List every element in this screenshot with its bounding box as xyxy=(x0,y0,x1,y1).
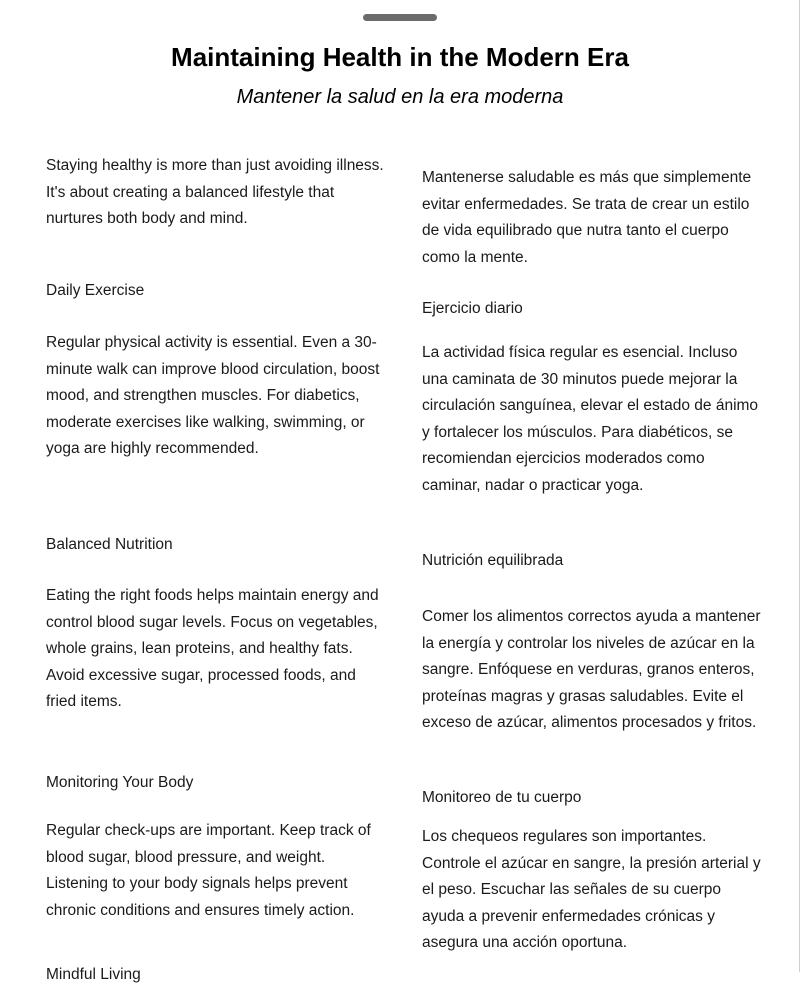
drag-handle[interactable] xyxy=(363,14,437,21)
english-heading-daily-exercise: Daily Exercise xyxy=(46,282,145,299)
spanish-body-balanced-nutrition: Comer los alimentos correctos ayuda a mantener la energía y controlar los niveles de azúcar en la sangre. Enfóquese en verduras, granos enteros, proteínas magras y grasas saludables. Evite el exceso de azúcar, alimentos procesados y fritos. xyxy=(422,608,761,731)
english-body-daily-exercise: Regular physical activity is essential. Even a 30-minute walk can improve blood circulation, boost mood, and strengthen muscles. For diabetics, moderate exercises like walking, swimming, or yoga are highly recommended. xyxy=(46,334,380,457)
spanish-intro: Mantenerse saludable es más que simplemente evitar enfermedades. Se trata de crear un estilo de vida equilibrado que nutra tanto el cuerpo como la mente. xyxy=(422,169,752,266)
spanish-body-daily-exercise: La actividad física regular es esencial. Incluso una caminata de 30 minutos puede mejorar la circulación sanguínea, elevar el estado de ánimo y fortalecer los músculos. Para diabéticos, se recomiendan ejercicios moderados como caminar, nadar o practicar yoga. xyxy=(422,344,759,494)
english-heading-cutoff: Mindful Living xyxy=(46,966,141,983)
page-subtitle: Mantener la salud en la era moderna xyxy=(236,86,564,108)
spanish-body-monitoring: Los chequeos regulares son importantes. Controle el azúcar en sangre, la presión arterial y el peso. Escuchar las señales de su cuerpo ayuda a prevenir enfermedades crónicas y asegura una acción oportuna. xyxy=(422,828,761,951)
spanish-heading-monitoring: Monitoreo de tu cuerpo xyxy=(422,789,582,806)
spanish-heading-balanced-nutrition: Nutrición equilibrada xyxy=(422,552,564,569)
english-heading-balanced-nutrition: Balanced Nutrition xyxy=(46,536,173,553)
english-intro: Staying healthy is more than just avoiding illness. It's about creating a balanced lifestyle that nurtures both body and mind. xyxy=(46,157,384,227)
english-body-balanced-nutrition: Eating the right foods helps maintain energy and control blood sugar levels. Focus on vegetables, whole grains, lean proteins, and healthy fats. Avoid excessive sugar, processed foods, and fried items. xyxy=(46,587,379,710)
english-heading-monitoring: Monitoring Your Body xyxy=(46,774,194,791)
english-body-monitoring: Regular check-ups are important. Keep track of blood sugar, blood pressure, and weight. Listening to your body signals helps prevent chronic conditions and ensures timely action. xyxy=(46,822,371,919)
page-title: Maintaining Health in the Modern Era xyxy=(171,42,629,72)
spanish-heading-daily-exercise: Ejercicio diario xyxy=(422,300,523,317)
